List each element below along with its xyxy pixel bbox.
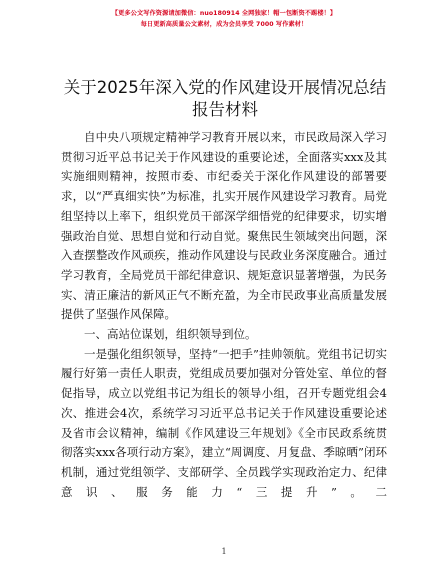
document-body — [61, 128, 387, 502]
promo-banner-line1: 【更多公文写作资源请加微信：nuo180914 全网独家！帽一包断资不踢楼！】 — [111, 10, 337, 17]
document-title: 关于2025年深入党的作风建设开展情况总结报告材料 — [63, 78, 387, 119]
promo-banner — [0, 8, 448, 30]
section-heading: 一、高站位谋划，组织领导到位。 — [84, 327, 257, 342]
promo-banner-line2: 每日更新高质量公文素材，成为会员享受 7000 写作素材！ — [140, 21, 308, 28]
intro-paragraph: 自中央八项规定精神学习教育开展以来，市民政局深入学习贯彻习近平总书记关于作风建设的重要论述，全面落实xxx及其实施细则精神，按照市委、市纪委关于深化作风建设的部署要求，以“严真细实快”为标准，扎实开展作风建设学习教育。局党组坚持以上率下，组织党员干部深学细悟党的纪律要求，切实增强政治自觉、思想自觉和行动自觉。聚焦民生领域突出问题，深入查摆整改作风顽疾，推动作风建设与民政业务深度融合。通过学习教育，全局党员干部纪律意识、规矩意识显著增强，为民务实、清正廉洁的新风正气不断充盈，为全市民政事业高质量发展提供了坚强作风保障。 — [61, 130, 387, 322]
body-paragraph: 一是强化组织领导，坚持“一把手”挂帅领航。党组书记切实履行好第一责任人职责，党组成员要加强对分管处室、单位的督促指导，成立以党组书记为组长的领导小组，召开专题党组会4次、推进会4次，系统学习习近平总书记关于作风建设重要论述及省市会议精神，编制《作风建设三年规划》《全市民政系统贯彻落实xxx各项行动方案》，建立“周调度、月复盘、季晾晒”闭环机制，通过党组领学、支部研学、全员践学实现政治定力、纪律意识、服务能力“三提升”。二 — [61, 346, 387, 499]
page-number: 1 — [221, 547, 227, 556]
